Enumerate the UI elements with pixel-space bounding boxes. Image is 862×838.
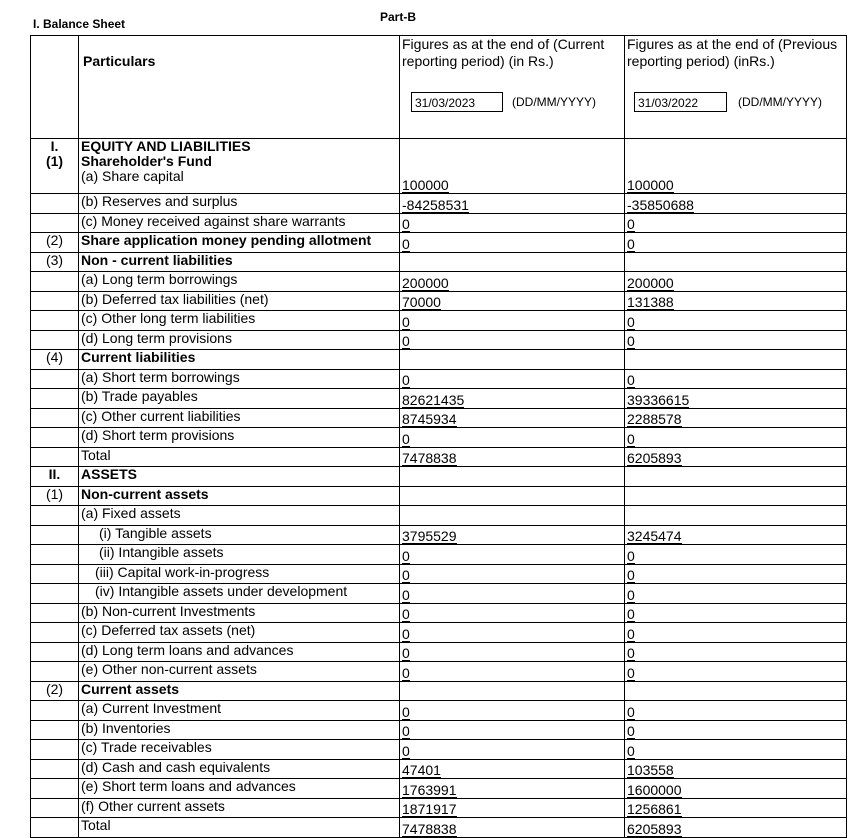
row-index [31,389,79,409]
current-period-value[interactable]: 0 [402,664,410,681]
previous-period-cell [625,584,847,604]
row-label: (b) Deferred tax liabilities (net) [79,291,400,311]
row-index [31,701,79,721]
table-row [31,389,847,409]
row-index [31,662,79,682]
current-period-value[interactable]: 100000 [402,177,449,193]
current-period-cell [400,447,625,467]
previous-period-cell [625,252,847,272]
current-period-cell [400,291,625,311]
row-index [31,408,79,428]
row-index [31,584,79,604]
table-row [31,681,847,701]
previous-period-value[interactable]: 0 [627,372,635,388]
row-label: (c) Other current liabilities [79,408,400,428]
previous-date-field[interactable]: 31/03/2022 [634,92,727,112]
current-period-cell [400,408,625,428]
current-period-cell [400,662,625,682]
previous-period-value[interactable]: 1256861 [627,801,682,817]
current-period-value[interactable]: 0 [402,723,410,739]
current-period-cell [400,681,625,701]
current-period-value[interactable]: 0 [402,235,410,252]
previous-period-cell [625,428,847,448]
previous-period-value[interactable]: 0 [627,664,635,681]
row-label: (b) Trade payables [79,389,400,409]
table-row [31,291,847,311]
previous-period-cell [625,291,847,311]
previous-period-value[interactable]: 0 [627,742,635,759]
balance-sheet-table [30,35,847,838]
row-index [31,311,79,331]
table-row [31,272,847,292]
previous-period-value[interactable]: 0 [627,723,635,739]
previous-period-cell [625,139,847,194]
current-period-cell [400,798,625,818]
part-title: Part-B [380,10,417,24]
previous-period-cell [625,233,847,253]
previous-period-value[interactable]: 1600000 [627,781,682,798]
current-period-cell [400,486,625,506]
table-row [31,623,847,643]
previous-period-cell [625,447,847,467]
row-label: (a) Current Investment [79,701,400,721]
current-period-value[interactable]: 200000 [402,274,449,291]
row-index [31,291,79,311]
previous-period-value[interactable]: 0 [627,586,635,603]
previous-period-cell [625,818,847,838]
current-period-value[interactable]: 1871917 [402,801,457,817]
row-index: II. [31,467,79,487]
table-row [31,311,847,331]
table-row [31,486,847,506]
row-index: I. (1) [31,139,79,194]
table-body [31,139,847,838]
previous-period-value[interactable]: 0 [627,703,635,720]
current-period-cell [400,194,625,214]
current-period-value[interactable]: 0 [402,645,410,661]
header-index-cell [31,36,79,139]
table-row [31,564,847,584]
header-current-label: Figures as at the end of (Current reporting period) (in Rs.) [402,36,605,69]
table-row [31,350,847,370]
row-label: (c) Other long term liabilities [79,311,400,331]
current-period-cell [400,467,625,487]
previous-period-cell [625,720,847,740]
previous-period-cell [625,681,847,701]
table-row [31,369,847,389]
current-period-value[interactable]: 0 [402,430,410,447]
table-row [31,447,847,467]
current-period-cell [400,252,625,272]
previous-period-cell [625,779,847,799]
row-label-subheading: Shareholder's Fund [81,153,212,169]
current-period-cell [400,720,625,740]
previous-period-value[interactable]: 0 [627,333,635,349]
row-index [31,740,79,760]
table-row [31,740,847,760]
current-period-value[interactable]: -84258531 [402,196,469,213]
table-row [31,720,847,740]
row-label: (b) Non-current Investments [79,603,400,623]
row-index [31,720,79,740]
row-label: Non-current assets [79,486,400,506]
row-index [31,330,79,350]
row-label: (e) Other non-current assets [79,662,400,682]
row-label: Non - current liabilities [79,252,400,272]
current-period-cell [400,740,625,760]
previous-period-cell [625,545,847,565]
table-row [31,798,847,818]
row-index [31,369,79,389]
current-period-cell [400,603,625,623]
table-row [31,779,847,799]
previous-period-cell [625,506,847,526]
table-row [31,525,847,545]
row-label: (i) Tangible assets [79,525,400,545]
row-index [31,272,79,292]
previous-period-cell [625,642,847,662]
header-previous-period [625,36,847,139]
row-index [31,603,79,623]
previous-period-value[interactable]: 0 [627,313,635,330]
current-date-field[interactable]: 31/03/2023 [411,92,503,112]
current-period-value[interactable]: 0 [402,333,410,349]
row-label: Share application money pending allotment [79,233,400,253]
previous-period-cell [625,213,847,233]
header-previous-label: Figures as at the end of (Previous reporting period) (inRs.) [627,36,838,69]
row-label: (e) Short term loans and advances [79,779,400,799]
sheet-title: I. Balance Sheet [33,17,126,31]
previous-period-cell [625,408,847,428]
row-label: (a) Long term borrowings [79,272,400,292]
previous-period-value[interactable]: 0 [627,567,635,583]
row-label: (iii) Capital work-in-progress [79,564,400,584]
row-label: (d) Long term provisions [79,330,400,350]
row-index [31,545,79,565]
row-label: (c) Money received against share warrants [79,213,400,233]
row-index [31,213,79,233]
table-row [31,428,847,448]
current-period-value[interactable]: 70000 [402,294,441,310]
row-label: Current assets [79,681,400,701]
row-index: (1) [31,486,79,506]
table-row [31,467,847,487]
row-label: Total [79,818,400,838]
row-index [31,798,79,818]
current-period-cell [400,564,625,584]
current-period-value[interactable]: 7478838 [402,450,457,466]
previous-period-cell [625,467,847,487]
current-period-cell [400,389,625,409]
previous-period-cell [625,564,847,584]
previous-period-value[interactable]: 200000 [627,274,674,291]
row-label: (a) Fixed assets [79,506,400,526]
previous-period-value[interactable]: 0 [627,216,635,232]
previous-period-cell [625,662,847,682]
current-period-value[interactable]: 82621435 [402,391,465,408]
current-period-cell [400,525,625,545]
row-index [31,642,79,662]
current-period-cell [400,272,625,292]
table-row [31,194,847,214]
previous-period-value[interactable]: 2288578 [627,411,682,427]
previous-period-value[interactable]: 131388 [627,294,674,310]
row-label: (d) Short term provisions [79,428,400,448]
current-period-cell [400,701,625,721]
current-period-cell [400,311,625,331]
current-period-value[interactable]: 0 [402,703,410,720]
current-period-value[interactable]: 47401 [402,762,441,778]
header-particulars: Particulars [79,36,400,139]
previous-period-cell [625,311,847,331]
previous-period-cell [625,740,847,760]
table-row [31,139,847,194]
previous-period-value[interactable]: 0 [627,547,635,564]
previous-period-value[interactable]: 3245474 [627,528,682,544]
current-period-cell [400,506,625,526]
current-date-format: (DD/MM/YYYY) [512,95,596,109]
current-period-cell [400,428,625,448]
current-period-cell [400,642,625,662]
table-row [31,701,847,721]
row-label-heading: EQUITY AND LIABILITIES [81,138,251,154]
row-label [79,139,400,194]
table-row [31,603,847,623]
previous-period-value[interactable]: 0 [627,645,635,661]
previous-period-value[interactable]: 0 [627,625,635,642]
table-row [31,545,847,565]
current-period-cell [400,759,625,779]
table-row [31,213,847,233]
table-row [31,233,847,253]
current-period-cell [400,233,625,253]
previous-period-value[interactable]: 0 [627,606,635,622]
previous-period-value[interactable]: 103558 [627,762,674,778]
current-period-cell [400,330,625,350]
current-period-cell [400,623,625,643]
previous-period-cell [625,369,847,389]
previous-period-cell [625,701,847,721]
previous-period-cell [625,272,847,292]
row-label: (iv) Intangible assets under development [79,584,400,604]
previous-period-value[interactable]: 0 [627,235,635,252]
current-period-cell [400,369,625,389]
row-label: (b) Reserves and surplus [79,194,400,214]
table-row [31,759,847,779]
current-period-cell [400,139,625,194]
previous-period-value[interactable]: 39336615 [627,391,690,408]
previous-period-value[interactable]: 6205893 [627,450,682,466]
row-index: (4) [31,350,79,370]
row-index [31,564,79,584]
row-index: (2) [31,233,79,253]
table-row [31,506,847,526]
row-index: (2) [31,681,79,701]
current-period-value[interactable]: 0 [402,742,410,759]
current-period-value[interactable]: 1763991 [402,781,457,798]
row-index [31,818,79,838]
previous-period-value[interactable]: -35850688 [627,196,694,213]
current-period-value[interactable]: 0 [402,625,410,642]
table-row [31,642,847,662]
current-period-cell [400,818,625,838]
previous-period-cell [625,330,847,350]
table-row [31,584,847,604]
row-index [31,759,79,779]
previous-period-cell [625,603,847,623]
row-index [31,428,79,448]
table-row [31,818,847,838]
previous-period-cell [625,798,847,818]
previous-date-format: (DD/MM/YYYY) [738,95,822,109]
current-period-value[interactable]: 0 [402,547,410,564]
current-period-value[interactable]: 0 [402,372,410,388]
row-label: ASSETS [79,467,400,487]
current-period-value[interactable]: 0 [402,567,410,583]
previous-period-cell [625,623,847,643]
row-label: (ii) Intangible assets [79,545,400,565]
current-period-cell [400,779,625,799]
previous-period-value[interactable]: 100000 [627,177,674,193]
current-period-value[interactable]: 7478838 [402,820,457,837]
current-period-value[interactable]: 8745934 [402,411,457,427]
previous-period-cell [625,759,847,779]
row-label: Total [79,447,400,467]
previous-period-value[interactable]: 0 [627,430,635,447]
current-period-value[interactable]: 3795529 [402,528,457,544]
row-label: (d) Long term loans and advances [79,642,400,662]
current-period-cell [400,213,625,233]
table-row [31,662,847,682]
current-period-value[interactable]: 0 [402,586,410,603]
row-label-item: (a) Share capital [81,168,184,184]
table-row [31,408,847,428]
row-label: (b) Inventories [79,720,400,740]
row-index [31,447,79,467]
table-header-row [31,36,847,139]
row-index [31,194,79,214]
header-current-period [400,36,625,139]
row-index: (3) [31,252,79,272]
table-row [31,252,847,272]
table-row [31,330,847,350]
row-label: (c) Deferred tax assets (net) [79,623,400,643]
current-period-value[interactable]: 0 [402,216,410,232]
row-label: (a) Short term borrowings [79,369,400,389]
previous-period-cell [625,525,847,545]
current-period-cell [400,545,625,565]
previous-period-cell [625,194,847,214]
current-period-value[interactable]: 0 [402,313,410,330]
current-period-value[interactable]: 0 [402,606,410,622]
row-label: (f) Other current assets [79,798,400,818]
previous-period-cell [625,350,847,370]
previous-period-cell [625,486,847,506]
row-label: Current liabilities [79,350,400,370]
row-index [31,525,79,545]
row-index [31,506,79,526]
row-index [31,779,79,799]
current-period-cell [400,584,625,604]
row-label: (d) Cash and cash equivalents [79,759,400,779]
current-period-cell [400,350,625,370]
row-index [31,623,79,643]
row-label: (c) Trade receivables [79,740,400,760]
previous-period-value[interactable]: 6205893 [627,820,682,837]
previous-period-cell [625,389,847,409]
